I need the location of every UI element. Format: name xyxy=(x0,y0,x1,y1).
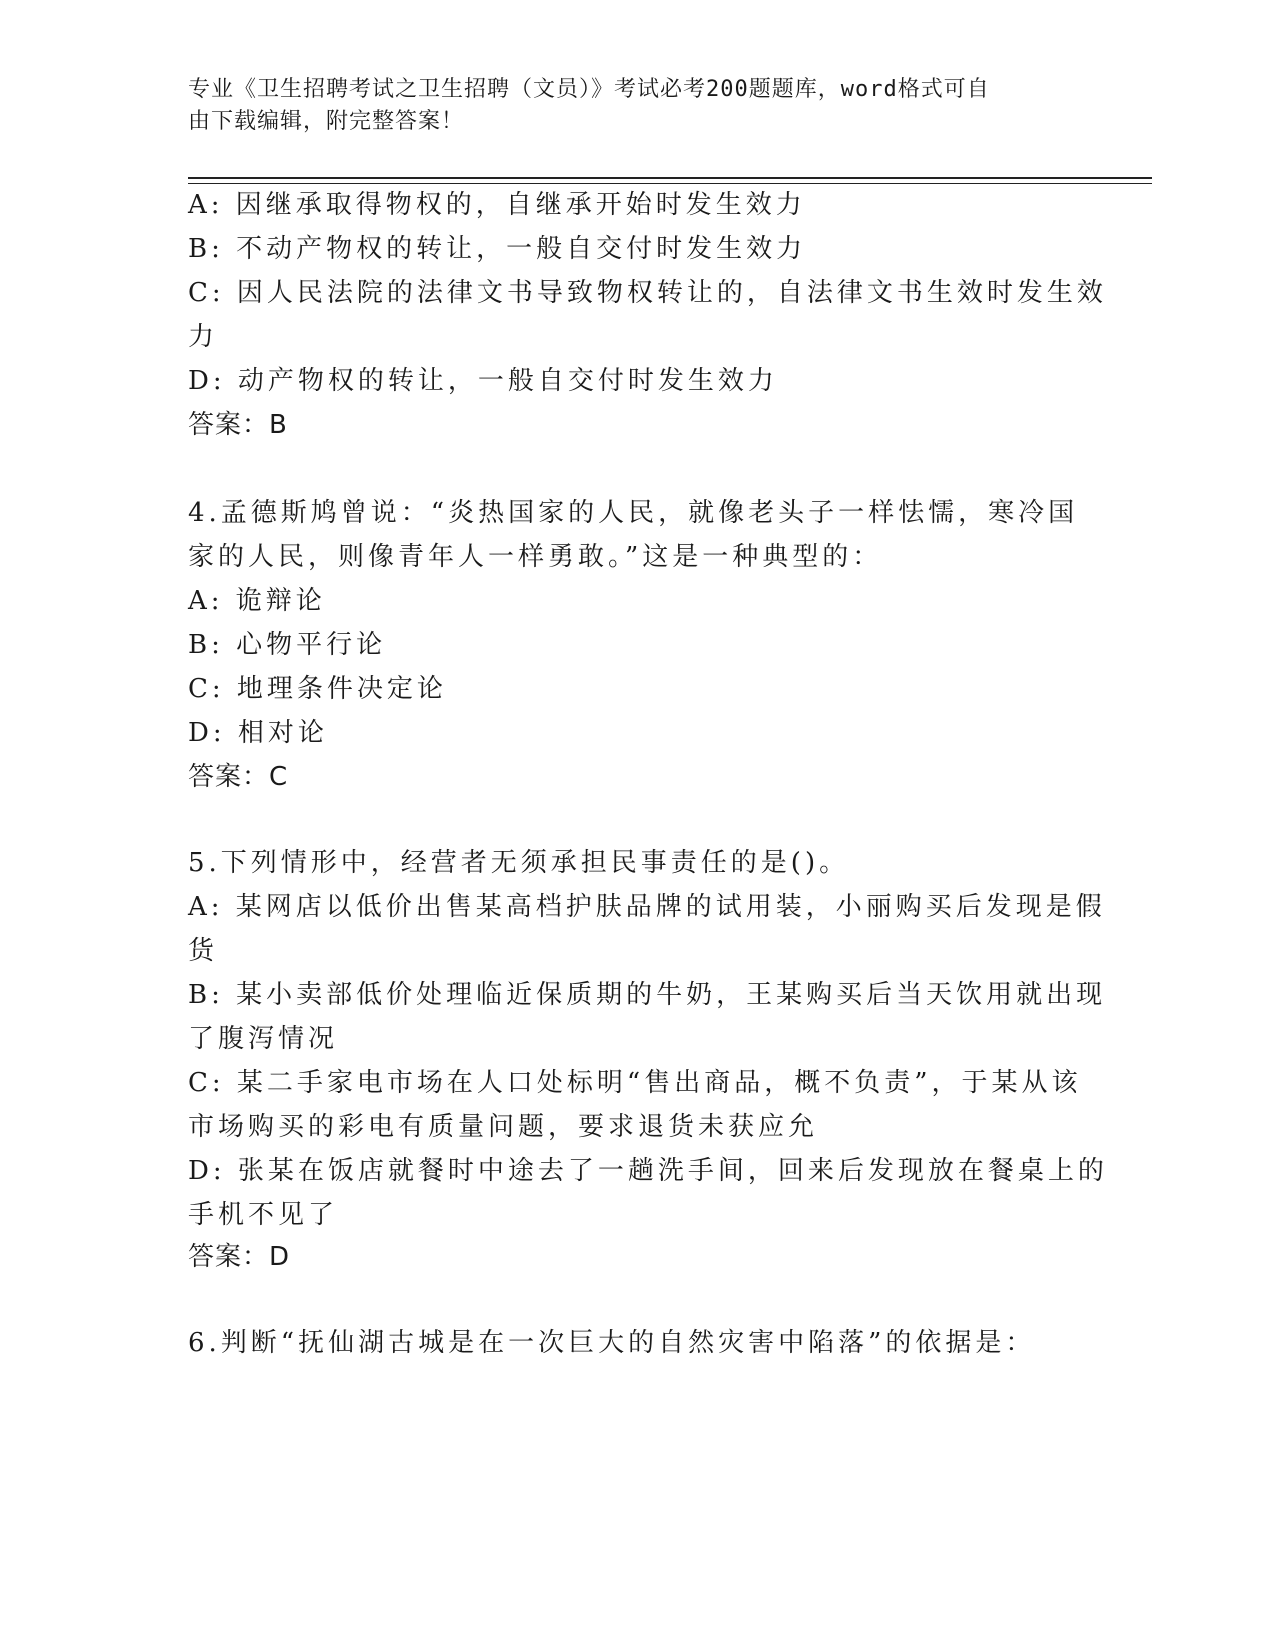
q5-option-b-cont: 了腹泻情况 xyxy=(188,1024,339,1054)
q5-option-c: C: 某二手家电市场在人口处标明“售出商品，概不负责”，于某从该 xyxy=(188,1068,1082,1098)
header-line-2: 由下载编辑，附完整答案！ xyxy=(188,109,465,134)
q3-option-d: D: 动产物权的转让，一般自交付时发生效力 xyxy=(188,366,778,396)
q4-option-c: C: 地理条件决定论 xyxy=(188,674,447,704)
q3-option-b: B: 不动产物权的转让，一般自交付时发生效力 xyxy=(188,234,807,264)
q6-stem-line-1: 6.判断“抚仙湖古城是在一次巨大的自然灾害中陷落”的依据是： xyxy=(188,1328,1036,1358)
header-rule-thick xyxy=(188,177,1152,179)
q3-answer: 答案：B xyxy=(188,410,288,440)
q4-answer: 答案：C xyxy=(188,762,289,792)
q5-option-c-cont: 市场购买的彩电有质量问题，要求退货未获应允 xyxy=(188,1112,819,1142)
document-header xyxy=(188,74,1068,138)
q5-option-a: A: 某网店以低价出售某高档护肤品牌的试用装，小丽购买后发现是假 xyxy=(188,892,1106,922)
q5-option-d-cont: 手机不见了 xyxy=(188,1200,339,1230)
q4-option-d: D: 相对论 xyxy=(188,718,328,748)
q5-stem-line-1: 5.下列情形中，经营者无须承担民事责任的是()。 xyxy=(188,848,850,878)
q4-option-b: B: 心物平行论 xyxy=(188,630,387,660)
q3-option-c: C: 因人民法院的法律文书导致物权转让的，自法律文书生效时发生效 xyxy=(188,278,1107,308)
q5-option-a-cont: 货 xyxy=(188,936,219,966)
q4-stem-line-2: 家的人民，则像青年人一样勇敢。”这是一种典型的： xyxy=(188,542,883,572)
header-rule-thin xyxy=(188,183,1152,184)
q3-option-a: A: 因继承取得物权的，自继承开始时发生效力 xyxy=(188,190,806,220)
q5-option-d: D: 张某在饭店就餐时中途去了一趟洗手间，回来后发现放在餐桌上的 xyxy=(188,1156,1108,1186)
header-line-1: 专业《卫生招聘考试之卫生招聘（文员）》考试必考200题题库，word格式可自 xyxy=(188,77,990,102)
q3-option-c-cont: 力 xyxy=(188,322,219,352)
q4-option-a: A: 诡辩论 xyxy=(188,586,326,616)
q4-stem-line-1: 4.孟德斯鸠曾说：“炎热国家的人民，就像老头子一样怯懦，寒冷国 xyxy=(188,498,1079,528)
q5-answer: 答案：D xyxy=(188,1242,291,1272)
q5-option-b: B: 某小卖部低价处理临近保质期的牛奶，王某购买后当天饮用就出现 xyxy=(188,980,1107,1010)
